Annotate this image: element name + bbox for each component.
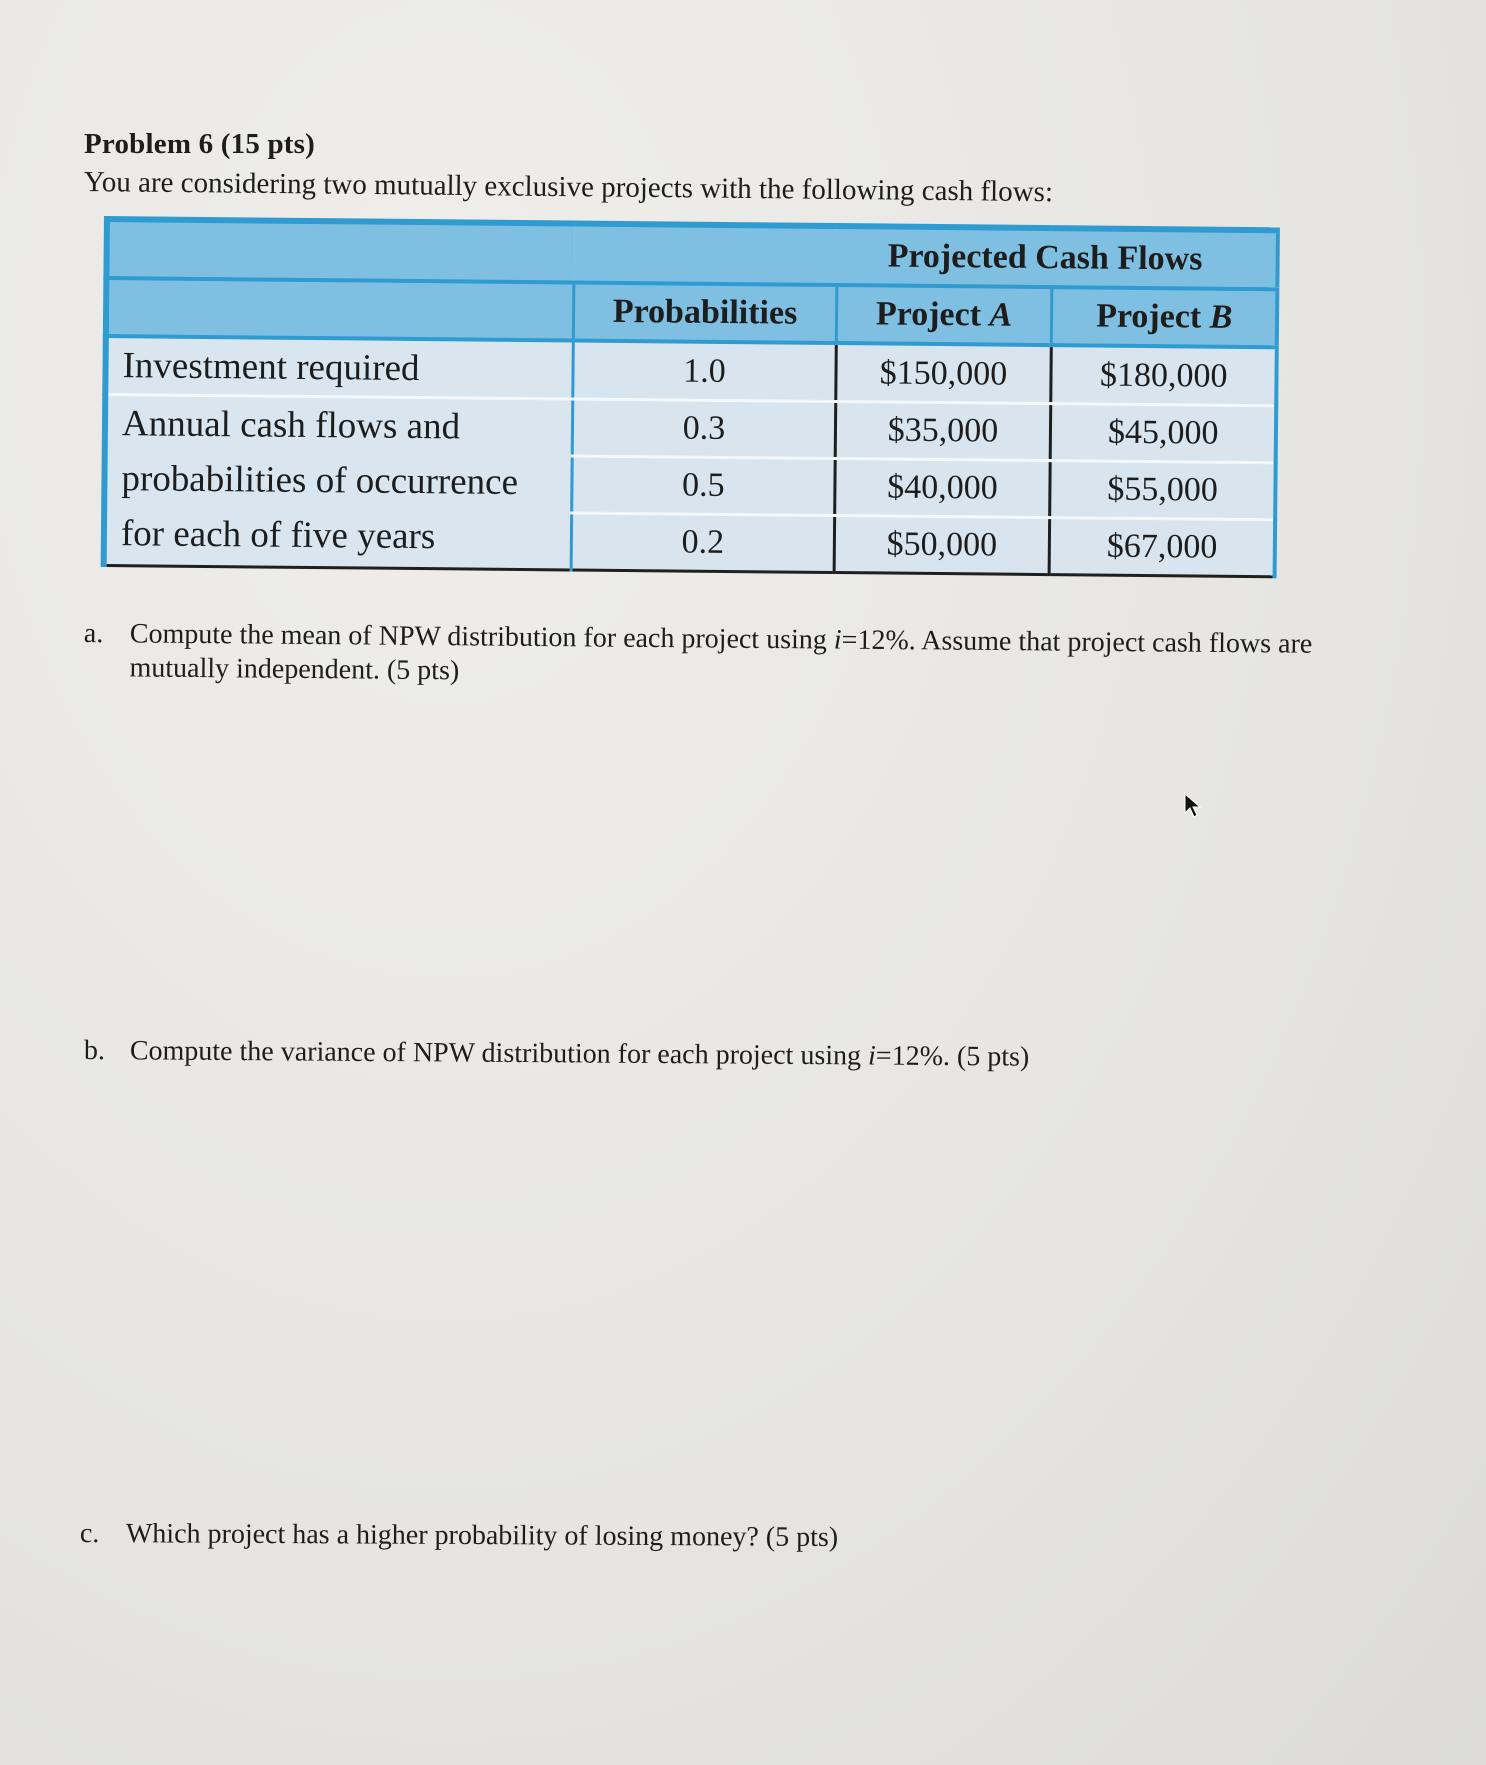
investment-label: Investment required — [122, 345, 420, 390]
question-a-text-part2: =12%. Assume that project cash flows are — [841, 624, 1313, 660]
blank-subheader-cell — [106, 278, 574, 340]
project-a-cell: $150,000 — [835, 343, 1051, 404]
question-b — [84, 1034, 1030, 1075]
column-header-project-a — [836, 285, 1052, 345]
project-b-label — [1096, 298, 1233, 336]
column-header-project-b — [1052, 287, 1278, 347]
project-b-cell: $55,000 — [1050, 461, 1276, 520]
question-b-interest-symbol: i — [867, 1040, 876, 1072]
annual-label-line3: for each of five years — [120, 513, 436, 558]
problem-title: Problem 6 (15 pts) — [84, 128, 316, 160]
mouse-pointer-icon — [1183, 793, 1203, 819]
group-header-projected-cash-flows: Projected Cash Flows — [574, 224, 1278, 290]
annual-label-line2: probabilities of occurrence — [121, 458, 519, 503]
prob-cell: 1.0 — [573, 341, 836, 402]
question-a — [83, 617, 1414, 697]
annual-label-cell — [104, 395, 573, 570]
question-b-text-part2: =12%. (5 pts) — [875, 1040, 1030, 1073]
blank-header-cell — [106, 219, 574, 282]
investment-label-cell — [105, 336, 573, 399]
cash-flow-table-wrap — [101, 216, 1280, 578]
project-a-cell: $35,000 — [835, 402, 1051, 461]
question-c-letter: c. — [79, 1518, 100, 1550]
column-header-probabilities: Probabilities — [574, 283, 837, 344]
project-b-label-word: Project — [1095, 297, 1210, 336]
question-b-letter: b. — [83, 1035, 105, 1067]
project-b-label-letter: B — [1209, 298, 1233, 336]
project-a-cell: $50,000 — [834, 516, 1050, 575]
project-a-cell: $40,000 — [834, 459, 1050, 518]
question-a-text-part1: Compute the mean of NPW distribution for each project using — [129, 618, 834, 656]
question-a-interest-symbol: i — [833, 624, 842, 656]
project-a-label-letter: A — [989, 296, 1013, 334]
project-b-cell: $67,000 — [1050, 518, 1276, 577]
question-a-line2: mutually independent. (5 pts) — [129, 652, 460, 687]
question-c-text: Which project has a higher probability of losing money? (5 pts) — [125, 1518, 839, 1553]
problem-intro: You are considering two mutually exclusive projects with the following cash flows: — [83, 166, 1054, 209]
prob-cell: 0.2 — [571, 513, 834, 573]
annual-label-line1: Annual cash flows and — [121, 403, 461, 448]
question-a-letter: a. — [83, 617, 104, 650]
question-b-text-part1: Compute the variance of NPW distribution for each project using — [129, 1035, 869, 1072]
table-row — [105, 395, 1276, 463]
prob-cell: 0.3 — [573, 399, 836, 459]
question-c — [80, 1517, 838, 1555]
project-b-cell: $45,000 — [1051, 404, 1277, 463]
project-a-label-word: Project — [875, 295, 990, 334]
prob-cell: 0.5 — [572, 456, 835, 516]
project-b-cell: $180,000 — [1051, 345, 1277, 406]
cash-flow-table — [101, 216, 1280, 578]
project-a-label — [876, 295, 1013, 333]
